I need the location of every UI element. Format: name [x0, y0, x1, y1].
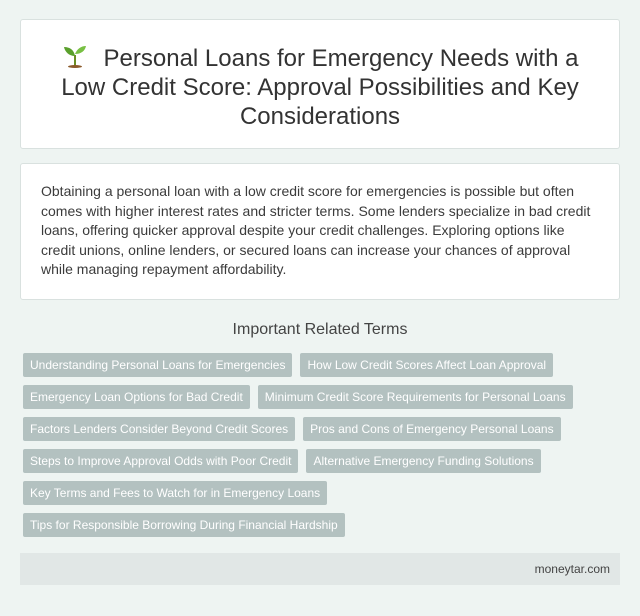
- related-term-tag[interactable]: Steps to Improve Approval Odds with Poor Credit: [23, 449, 298, 473]
- related-term-tag[interactable]: Key Terms and Fees to Watch for in Emergency Loans: [23, 481, 327, 505]
- related-term-tag[interactable]: Tips for Responsible Borrowing During Financial Hardship: [23, 513, 345, 537]
- related-term-tag[interactable]: Minimum Credit Score Requirements for Personal Loans: [258, 385, 573, 409]
- page-title: [51, 44, 589, 131]
- tag-row: [23, 353, 623, 377]
- related-term-tag[interactable]: How Low Credit Scores Affect Loan Approval: [300, 353, 553, 377]
- intro-card: [20, 163, 620, 300]
- footer-bar: [20, 553, 620, 585]
- sprout-icon: [62, 44, 88, 68]
- title-card: [20, 19, 620, 149]
- tag-row: [23, 449, 623, 473]
- page-title-text: Personal Loans for Emergency Needs with a Low Credit Score: Approval Possibilities and Key Considerations: [61, 45, 579, 130]
- related-term-tag[interactable]: Pros and Cons of Emergency Personal Loans: [303, 417, 560, 441]
- footer-site-name[interactable]: moneytar.com: [534, 562, 610, 576]
- related-term-tag[interactable]: Alternative Emergency Funding Solutions: [306, 449, 540, 473]
- intro-paragraph: Obtaining a personal loan with a low credit score for emergencies is possible but often comes with higher interest rates and stricter terms. Some lenders specialize in bad credit loans, offering quicker approval despite your credit challenges. Exploring options like credit unions, online lenders, or secured loans can increase your chances of approval while managing repayment affordability.: [41, 183, 591, 277]
- related-term-tag[interactable]: Understanding Personal Loans for Emergencies: [23, 353, 292, 377]
- related-terms-list: [23, 353, 623, 545]
- related-terms-heading: Important Related Terms: [232, 321, 408, 338]
- tag-row: [23, 417, 623, 441]
- related-term-tag[interactable]: Factors Lenders Consider Beyond Credit Scores: [23, 417, 295, 441]
- tag-row: [23, 513, 623, 537]
- related-term-tag[interactable]: Emergency Loan Options for Bad Credit: [23, 385, 250, 409]
- tag-row: [23, 481, 623, 505]
- tag-row: [23, 385, 623, 409]
